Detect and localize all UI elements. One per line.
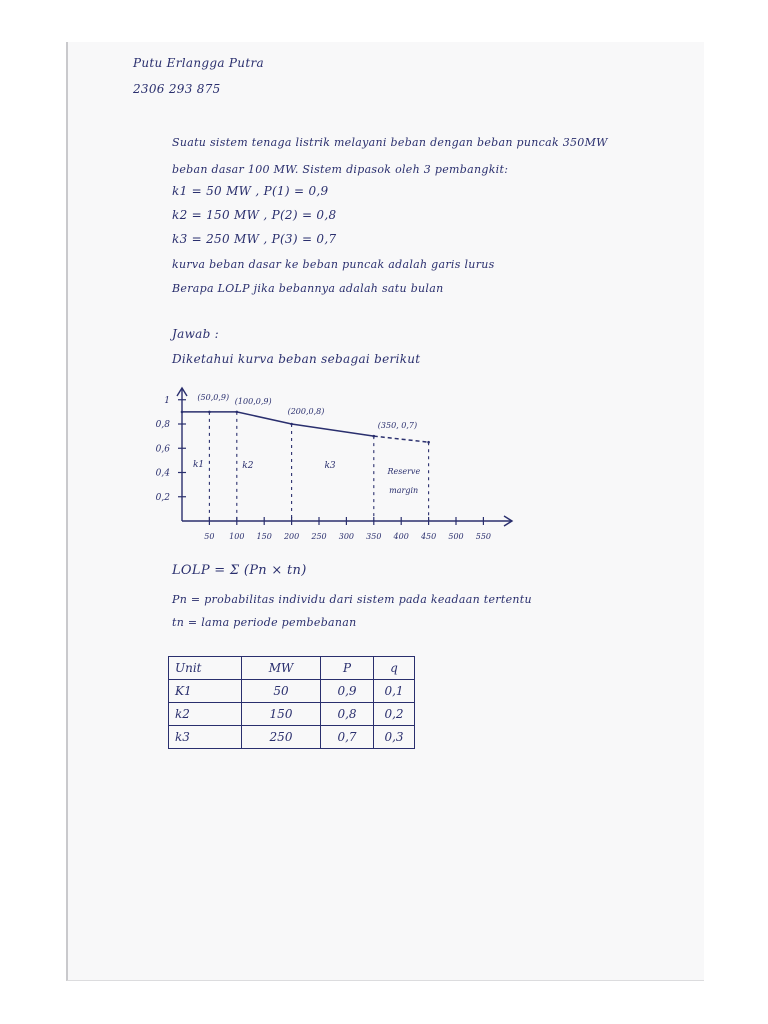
data-point bbox=[181, 411, 184, 414]
x-tick-label: 100 bbox=[229, 532, 245, 541]
table-cell: 0,9 bbox=[321, 680, 374, 703]
region-label: k1 bbox=[192, 460, 205, 470]
x-tick-label: 400 bbox=[393, 532, 409, 541]
x-tick-label: 200 bbox=[283, 532, 300, 541]
problem-line-1: Suatu sistem tenaga listrik melayani beban dengan beban puncak 350MW bbox=[172, 136, 608, 149]
x-tick-label: 150 bbox=[256, 532, 272, 541]
table-row bbox=[169, 726, 415, 749]
definition-pn: Pn = probabilitas individu dari sistem pada keadaan tertentu bbox=[172, 593, 532, 606]
definition-tn: tn = lama periode pembebanan bbox=[172, 616, 357, 629]
table-cell: 0,3 bbox=[374, 726, 415, 749]
region-label: k2 bbox=[242, 461, 254, 471]
table-cell: 50 bbox=[242, 680, 321, 703]
table-header-q: q bbox=[374, 657, 415, 680]
table-cell: 0,1 bbox=[374, 680, 415, 703]
point-label: (350, 0,7) bbox=[377, 421, 418, 431]
load-curve-line bbox=[182, 412, 374, 436]
student-name: Putu Erlangga Putra bbox=[133, 56, 264, 70]
table-row bbox=[169, 703, 415, 726]
table-cell: 0,8 bbox=[321, 703, 374, 726]
problem-line-6: kurva beban dasar ke beban puncak adalah garis lurus bbox=[172, 258, 495, 271]
table-cell: 150 bbox=[242, 703, 321, 726]
problem-line-3: k1 = 50 MW , P(1) = 0,9 bbox=[172, 184, 329, 198]
y-tick-label: 0,6 bbox=[155, 444, 170, 455]
x-tick-label: 500 bbox=[448, 532, 464, 541]
x-tick-label: 250 bbox=[311, 532, 327, 541]
table-header-unit: Unit bbox=[169, 657, 242, 680]
region-label: margin bbox=[389, 486, 419, 495]
x-tick-label: 450 bbox=[420, 532, 437, 541]
problem-line-7: Berapa LOLP jika bebannya adalah satu bulan bbox=[172, 282, 444, 295]
student-id: 2306 293 875 bbox=[133, 82, 221, 96]
load-curve-dashed-line bbox=[374, 436, 429, 442]
table-cell: K1 bbox=[169, 680, 242, 703]
problem-line-4: k2 = 150 MW , P(2) = 0,8 bbox=[172, 208, 337, 222]
x-tick-label: 50 bbox=[204, 532, 215, 541]
x-tick-label: 350 bbox=[366, 532, 382, 541]
point-label: (100,0,9) bbox=[234, 396, 272, 406]
point-label: (200,0,8) bbox=[287, 407, 325, 416]
region-label: k3 bbox=[324, 461, 336, 471]
problem-line-2: beban dasar 100 MW. Sistem dipasok oleh 3 pembangkit: bbox=[172, 163, 509, 176]
table-header-row bbox=[169, 657, 415, 680]
table-row bbox=[169, 680, 415, 703]
y-tick-label: 0,2 bbox=[155, 492, 170, 503]
generator-table bbox=[168, 656, 415, 749]
table-header-mw: MW bbox=[242, 657, 321, 680]
x-tick-label: 550 bbox=[475, 532, 492, 541]
region-label: Reserve bbox=[387, 467, 421, 476]
table-cell: 0,7 bbox=[321, 726, 374, 749]
lolp-formula: LOLP = Σ (Pn × tn) bbox=[172, 563, 307, 578]
table-header-p: P bbox=[321, 657, 374, 680]
x-tick-label: 300 bbox=[338, 532, 355, 541]
y-tick-label: 0,4 bbox=[155, 468, 170, 479]
table-cell: k3 bbox=[169, 726, 242, 749]
table-cell: 0,2 bbox=[374, 703, 415, 726]
point-label: (50,0,9) bbox=[197, 392, 230, 402]
answer-intro: Diketahui kurva beban sebagai berikut bbox=[172, 352, 421, 366]
answer-heading: Jawab : bbox=[172, 327, 220, 341]
y-tick-label: 0,8 bbox=[155, 420, 170, 430]
problem-line-5: k3 = 250 MW , P(3) = 0,7 bbox=[172, 232, 337, 246]
table-cell: k2 bbox=[169, 703, 242, 726]
y-tick-label: 1 bbox=[164, 395, 170, 406]
table-cell: 250 bbox=[242, 726, 321, 749]
